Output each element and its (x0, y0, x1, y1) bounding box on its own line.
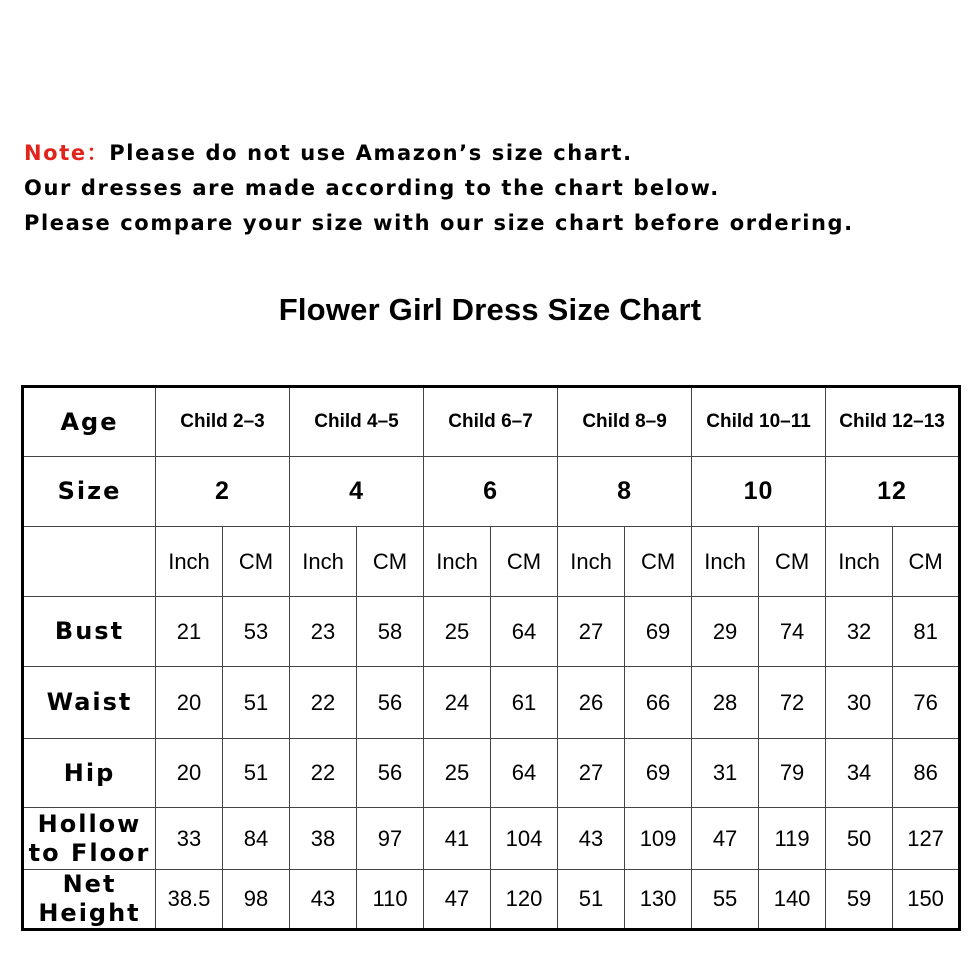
hollow-to-floor-header (23, 808, 156, 870)
size-cell: 2 (156, 457, 290, 527)
size-row (23, 457, 960, 527)
hollow-to-floor-value: 119 (759, 808, 826, 870)
age-header: Age (23, 387, 156, 457)
net-height-header-line2: Height (38, 899, 141, 927)
hip-value: 86 (893, 739, 960, 808)
unit-row (23, 527, 960, 597)
hollow-to-floor-value: 43 (558, 808, 625, 870)
waist-value: 72 (759, 667, 826, 739)
hollow-to-floor-value: 109 (625, 808, 692, 870)
note-line-3: Please compare your size with our size chart before ordering. (24, 211, 854, 235)
unit-cm: CM (759, 527, 826, 597)
hip-value: 22 (290, 739, 357, 808)
hip-value: 34 (826, 739, 893, 808)
age-row (23, 387, 960, 457)
hollow-to-floor-value: 127 (893, 808, 960, 870)
hip-row (23, 739, 960, 808)
hollow-to-floor-row (23, 808, 960, 870)
bust-value: 53 (223, 597, 290, 667)
unit-cm: CM (491, 527, 558, 597)
waist-value: 56 (357, 667, 424, 739)
bust-value: 74 (759, 597, 826, 667)
unit-inch: Inch (424, 527, 491, 597)
hollow-to-floor-value: 47 (692, 808, 759, 870)
waist-value: 30 (826, 667, 893, 739)
note-line-1 (24, 136, 964, 171)
unit-inch: Inch (826, 527, 893, 597)
note-label: Note： (24, 141, 110, 165)
size-header: Size (23, 457, 156, 527)
size-cell: 6 (424, 457, 558, 527)
waist-value: 20 (156, 667, 223, 739)
hollow-to-floor-value: 97 (357, 808, 424, 870)
waist-value: 24 (424, 667, 491, 739)
unit-inch: Inch (558, 527, 625, 597)
net-height-value: 47 (424, 870, 491, 930)
net-height-value: 55 (692, 870, 759, 930)
chart-title: Flower Girl Dress Size Chart (278, 292, 702, 327)
net-height-header (23, 870, 156, 930)
bust-value: 25 (424, 597, 491, 667)
waist-value: 51 (223, 667, 290, 739)
unit-cm: CM (893, 527, 960, 597)
hip-value: 79 (759, 739, 826, 808)
size-chart-table (21, 385, 961, 931)
hollow-to-floor-value: 41 (424, 808, 491, 870)
note-text-1: Please do not use Amazon’s size chart. (109, 141, 633, 165)
unit-inch: Inch (290, 527, 357, 597)
size-cell: 4 (290, 457, 424, 527)
hollow-to-floor-value: 104 (491, 808, 558, 870)
waist-value: 66 (625, 667, 692, 739)
bust-value: 21 (156, 597, 223, 667)
age-cell: Child 2–3 (156, 387, 290, 457)
hip-value: 69 (625, 739, 692, 808)
net-height-value: 43 (290, 870, 357, 930)
hip-value: 27 (558, 739, 625, 808)
age-cell: Child 12–13 (826, 387, 960, 457)
hip-header: Hip (23, 739, 156, 808)
bust-value: 64 (491, 597, 558, 667)
unit-row-header-empty (23, 527, 156, 597)
net-height-value: 130 (625, 870, 692, 930)
waist-value: 76 (893, 667, 960, 739)
bust-value: 32 (826, 597, 893, 667)
net-height-header-line1: Net (62, 870, 117, 898)
net-height-value: 38.5 (156, 870, 223, 930)
net-height-value: 140 (759, 870, 826, 930)
bust-value: 58 (357, 597, 424, 667)
bust-header: Bust (23, 597, 156, 667)
net-height-value: 59 (826, 870, 893, 930)
bust-row (23, 597, 960, 667)
bust-value: 29 (692, 597, 759, 667)
bust-value: 27 (558, 597, 625, 667)
waist-header: Waist (23, 667, 156, 739)
unit-cm: CM (357, 527, 424, 597)
age-cell: Child 10–11 (692, 387, 826, 457)
net-height-value: 98 (223, 870, 290, 930)
hollow-to-floor-value: 38 (290, 808, 357, 870)
age-cell: Child 6–7 (424, 387, 558, 457)
hip-value: 56 (357, 739, 424, 808)
note-line-2: Our dresses are made according to the chart below. (24, 176, 720, 200)
size-cell: 12 (826, 457, 960, 527)
bust-value: 23 (290, 597, 357, 667)
size-cell: 8 (558, 457, 692, 527)
bust-value: 69 (625, 597, 692, 667)
hip-value: 25 (424, 739, 491, 808)
unit-inch: Inch (156, 527, 223, 597)
note-block (24, 136, 964, 241)
bust-value: 81 (893, 597, 960, 667)
hip-value: 64 (491, 739, 558, 808)
hollow-to-floor-value: 33 (156, 808, 223, 870)
waist-value: 28 (692, 667, 759, 739)
unit-cm: CM (625, 527, 692, 597)
net-height-value: 110 (357, 870, 424, 930)
age-cell: Child 4–5 (290, 387, 424, 457)
hollow-to-floor-value: 50 (826, 808, 893, 870)
hip-value: 31 (692, 739, 759, 808)
size-cell: 10 (692, 457, 826, 527)
age-cell: Child 8–9 (558, 387, 692, 457)
net-height-value: 51 (558, 870, 625, 930)
net-height-value: 150 (893, 870, 960, 930)
net-height-row (23, 870, 960, 930)
unit-inch: Inch (692, 527, 759, 597)
hip-value: 20 (156, 739, 223, 808)
hollow-to-floor-header-line1: Hollow (37, 809, 142, 838)
hollow-to-floor-header-line2: to Floor (28, 838, 151, 867)
hollow-to-floor-value: 84 (223, 808, 290, 870)
waist-row (23, 667, 960, 739)
waist-value: 61 (491, 667, 558, 739)
waist-value: 22 (290, 667, 357, 739)
net-height-value: 120 (491, 870, 558, 930)
unit-cm: CM (223, 527, 290, 597)
hip-value: 51 (223, 739, 290, 808)
waist-value: 26 (558, 667, 625, 739)
